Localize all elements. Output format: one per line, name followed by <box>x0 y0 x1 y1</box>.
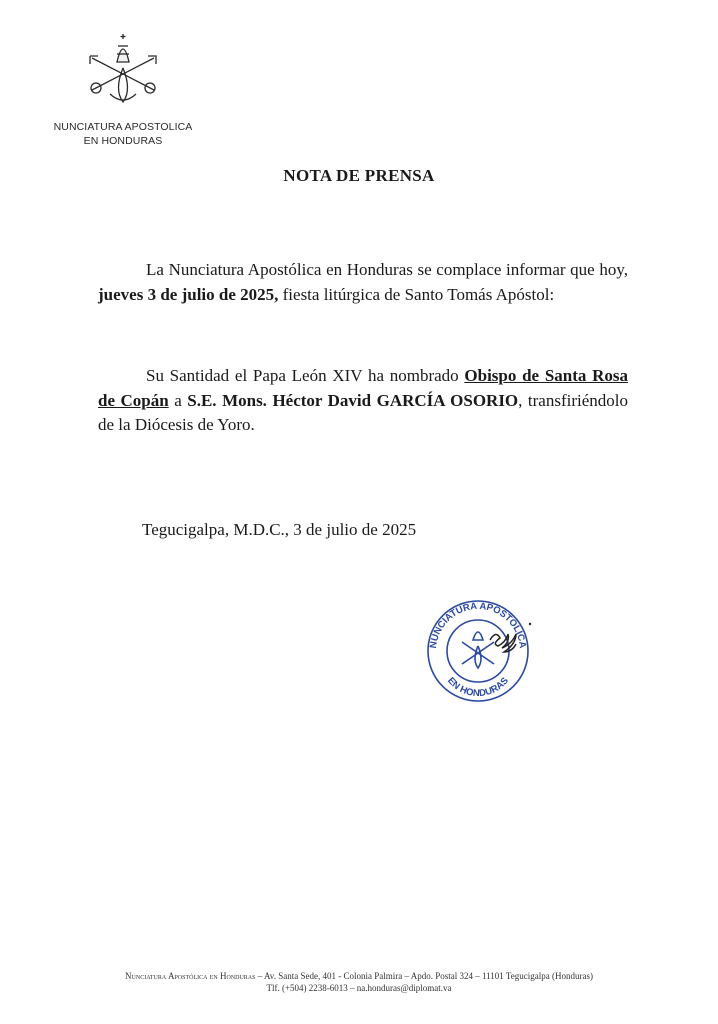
official-seal-stamp <box>418 596 538 706</box>
paragraph2-appointee: S.E. Mons. Héctor David GARCÍA OSORIO <box>187 390 519 410</box>
place-and-date: Tegucigalpa, M.D.C., 3 de julio de 2025 <box>142 520 417 539</box>
organization-name-line2: EN HONDURAS <box>83 135 163 147</box>
seal-bottom-text: EN HONDURAS <box>445 675 511 700</box>
paragraph2-text-c: , transfiriéndolo de la Diócesis de Yoro. <box>98 390 628 434</box>
paragraph1-date: jueves 3 de julio de 2025, <box>98 284 279 304</box>
paragraph1-text-b: fiesta litúrgica de Santo Tomás Apóstol: <box>278 284 555 304</box>
document-title: NOTA DE PRENSA <box>283 166 435 185</box>
papal-coat-of-arms-icon <box>84 32 162 108</box>
paragraph2-text-b: a <box>168 390 188 410</box>
footer-line1 <box>0 970 718 982</box>
paragraph1-text-a: La Nunciatura Apostólica en Honduras se complace informar que hoy, <box>146 260 628 279</box>
paragraph-appointment <box>98 364 628 438</box>
organization-name <box>40 120 206 148</box>
svg-text:NUNCIATURA APOSTOLICA <box>428 601 528 649</box>
paragraph2-office: Obispo de Santa Rosa de Copán <box>98 366 629 410</box>
paragraph2-text-a: Su Santidad el Papa León XIV ha nombrado <box>146 366 465 385</box>
paragraph-announcement <box>98 258 628 307</box>
footer-contact: Tlf. (+504) 2238-6013 – na.honduras@diplomat.va <box>266 983 452 993</box>
footer-org-name: Nunciatura Apostólica en Honduras <box>125 971 256 981</box>
footer-address <box>0 970 718 994</box>
footer-address-text: – Av. Santa Sede, 401 - Colonia Palmira – Apdo. Postal 324 – 11101 Tegucigalpa (Honduras) <box>255 971 593 981</box>
organization-name-line1: NUNCIATURA APOSTOLICA <box>53 121 193 133</box>
seal-top-text: NUNCIATURA APOSTOLICA <box>428 600 528 650</box>
